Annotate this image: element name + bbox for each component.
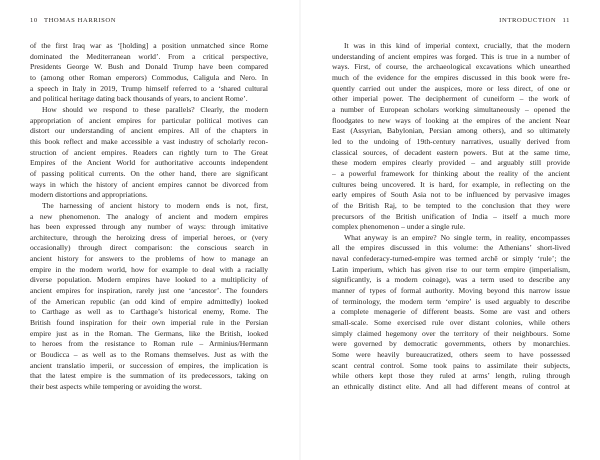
text-line: of terminology, the modern term ‘empire’ is used arguably to describe: [332, 296, 570, 306]
text-line: diverse population. Modern empires have looked to a multiplicity of: [30, 275, 268, 285]
text-line: to (among other Roman emperors) Commodus, Caligula and Nero. In: [30, 72, 268, 82]
right-body-text: [332, 41, 570, 393]
right-page: [301, 0, 600, 460]
left-page-number: 10: [30, 17, 38, 24]
text-line: appropriation of ancient empires for particular political motives can: [30, 115, 268, 125]
text-line: much of the evidence for the empires discussed in this book were fre-: [332, 72, 570, 82]
text-line: naval confederacy-turned-empire was termed archē or simply ‘rule’; the: [332, 254, 570, 264]
text-line: of the first Iraq war as ‘[holding] a position unmatched since Rome: [30, 41, 268, 50]
text-line: early empires of South Asia not to be influenced by pervasive images: [332, 190, 570, 200]
text-line: and political heritage dating back thousands of years, to ancient Rome’.: [30, 94, 248, 104]
text-line: of the American republic (an odd kind of empire admittedly) looked: [30, 296, 268, 306]
text-line: has been expressed through any number of ways: through imitative: [30, 222, 268, 232]
left-body-text: [30, 41, 268, 393]
text-line: led to the undoing of 19th-century narratives, usually derived from: [332, 136, 570, 146]
text-line: Empires of the Ancient World for authoritative accounts independent: [30, 158, 268, 168]
left-running-head: [30, 17, 116, 24]
text-line: that the latest empire is the summation of its predecessors, taking on: [30, 371, 268, 381]
text-line: scant central control. Some took pains to assimilate their subjects,: [332, 360, 570, 370]
text-line: ancient history for answers to the problems of how to manage an: [30, 254, 268, 264]
text-line: ways in which the history of ancient empires cannot be divorced from: [30, 179, 268, 189]
text-line: architecture, through the heroizing dress of imperial heroes, or (very: [30, 232, 268, 242]
text-line: complex phenomenon – under a single rule.: [332, 222, 466, 232]
text-line: occasionally) through direct comparison: the conscious search in: [30, 243, 268, 253]
text-line: modern distortions and appropriations.: [30, 190, 148, 200]
text-line: to heroes from the resistance to Roman rule – Arminius/Hermann: [30, 339, 268, 349]
text-line: a speech in Italy in 2019, Trump himself referred to a ‘shared cultural: [30, 83, 268, 93]
text-line: dominated the Mediterranean world’. From a critical perspective,: [30, 51, 268, 61]
text-line: East (Assyrian, Babylonian, Persian among others), and so ultimately: [332, 126, 570, 136]
text-line: a complete menagerie of different beasts. Some are vast and others: [332, 307, 570, 317]
text-line: Presidents George W. Bush and Donald Trump have been compared: [30, 62, 268, 72]
right-page-number: 11: [562, 17, 570, 24]
text-line: of the British Raj, to be tempted to the conclusion that they were: [332, 200, 570, 210]
text-line: empire in the modern world, how for example to deal with a racially: [30, 264, 268, 274]
text-line: ways. First, of course, the archaeological excavations which unearthed: [332, 62, 570, 72]
left-page: [0, 0, 299, 460]
text-line: understanding of ancient empires was forged. This is true in a number of: [332, 51, 570, 61]
text-line: a new phenomenon. The analogy of ancient and modern empires: [30, 211, 268, 221]
text-line: ancient empires for inspiration, rarely just one ‘ancestor’. The founders: [30, 286, 268, 296]
right-running-head-title: INTRODUCTION: [499, 17, 557, 24]
text-line: manner of types of formal authority. Moving beyond this narrow issue: [332, 286, 570, 296]
text-line: while others kept those they ruled at arms’ length, ruling through: [332, 371, 570, 381]
text-line: floodgates to new ways of looking at the empires of the ancient Near: [332, 115, 570, 125]
text-line: to Carthage as well as to Carthage’s historical enemy, Rome. The: [30, 307, 268, 317]
text-line: simply claimed hegemony over the territory of their neighbours. Some: [332, 328, 570, 338]
text-line: British found inspiration for their own imperial rule in the Persian: [30, 318, 268, 328]
text-line: an ethnically distinct elite. And all had different means of control at: [332, 382, 570, 391]
text-line: – a powerful framework for thinking about the reality of the ancient: [332, 168, 570, 178]
text-line: cultures being uncovered. It is hard, for example, in reflecting on the: [332, 179, 570, 189]
text-line: this book reflect and make accessible a vast industry of scholarly recon-: [30, 136, 268, 146]
left-running-head-title: THOMAS HARRISON: [43, 17, 117, 24]
text-line: What anyway is an empire? No single term, in reality, encompasses: [344, 232, 570, 242]
text-line: a number of European scholars working simultaneously – opened the: [332, 104, 570, 114]
text-line: were governed by democratic governments, others by monarchies.: [332, 339, 570, 349]
text-line: empire just as in the Roman. The Germans, like the British, looked: [30, 328, 268, 338]
text-line: of passing political currents. On the other hand, there are significant: [30, 168, 268, 178]
text-line: distort our understanding of ancient empires. All of the chapters in: [30, 126, 268, 136]
text-line: small-scale. Some exercised rule over distant colonies, while others: [332, 318, 570, 328]
text-line: precursors of the British unification of India – itself a much more: [332, 211, 570, 221]
text-line: these modern empires clearly provided – and arguably still provide: [332, 158, 570, 168]
text-line: classical sources, of decadent eastern powers. But at the same time,: [332, 147, 570, 157]
text-line: It was in this kind of imperial context, crucially, that the modern: [344, 41, 570, 50]
text-line: struction of ancient empires. Readers can rightly turn to The Great: [30, 147, 268, 157]
text-line: ancient translatio imperii, or succession of empires, the implication is: [30, 360, 268, 370]
text-line: all the empires discussed in this volume: the Athenians’ short-lived: [332, 243, 570, 253]
text-line: their best aspects while tempering or avoiding the worst.: [30, 382, 202, 391]
text-line: significantly, is a modern coinage), was a term used to describe any: [332, 275, 570, 285]
text-line: The harnessing of ancient history to modern ends is not, first,: [42, 200, 268, 210]
text-line: Some were heavily bureaucratized, others seem to have possessed: [332, 350, 570, 360]
text-line: How should we respond to these parallels? Clearly, the modern: [42, 104, 268, 114]
text-line: quently carried out under the auspices, more or less direct, of one or: [332, 83, 570, 93]
text-line: Latin imperium, which has given rise to our term empire (imperialism,: [332, 264, 570, 274]
text-line: other imperial power. The decipherment of cuneiform – the work of: [332, 94, 570, 104]
text-line: or Boudicca – as well as to the Romans themselves. Just as with the: [30, 350, 268, 360]
right-running-head: [499, 17, 570, 24]
